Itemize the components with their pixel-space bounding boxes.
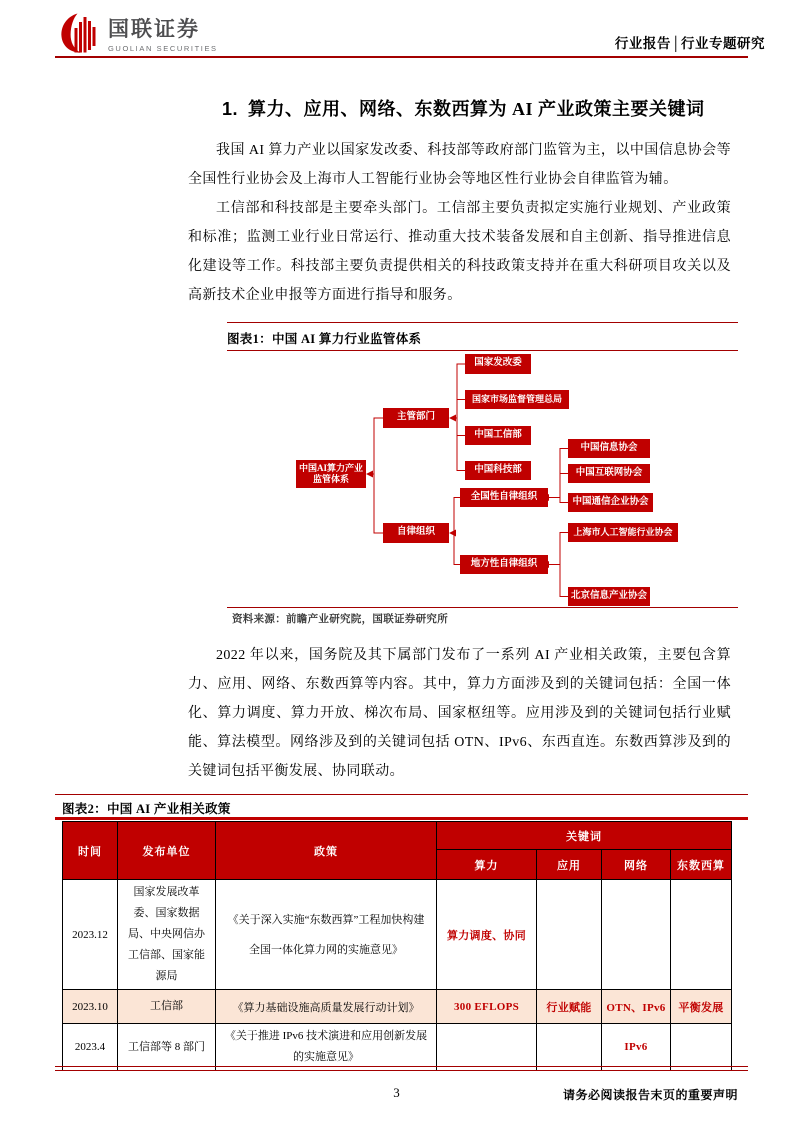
policy-table (62, 821, 732, 1071)
cell-policy: 《关于推进 IPv6 技术演进和应用创新发展的实施意见》 (216, 1024, 437, 1071)
col-header-org: 发布单位 (118, 822, 216, 880)
logo-cn-text: 国联证券 (108, 18, 200, 41)
header-rule (55, 56, 748, 58)
cell-keyword-east-west (671, 1024, 732, 1071)
col-header-keywords: 关键词 (437, 822, 732, 850)
node-dept-group: 主管部门 (383, 408, 449, 428)
cell-org: 工信部 (118, 990, 216, 1024)
node-ndrc: 国家发改委 (465, 354, 531, 374)
node-most: 中国科技部 (465, 461, 531, 480)
page-number: 3 (393, 1085, 400, 1100)
cell-keyword-application (537, 1024, 602, 1071)
col-header-application: 应用 (537, 850, 602, 880)
figure1-source: 资料来源：前瞻产业研究院，国联证券研究所 (232, 614, 448, 625)
node-ctea: 中国通信企业协会 (568, 493, 653, 512)
node-local-org: 地方性自律组织 (460, 555, 548, 574)
guolian-flame-logo-icon (60, 13, 100, 53)
footer-double-rule (55, 1066, 748, 1071)
regulation-org-chart (227, 352, 738, 607)
cell-time: 2023.4 (63, 1024, 118, 1071)
figure2-top-rule (55, 794, 748, 795)
report-type-label: 行业报告│行业专题研究 (614, 36, 765, 51)
figure2-title: 图表2：中国 AI 产业相关政策 (62, 802, 231, 816)
cell-keyword-power: 300 EFLOPS (437, 990, 537, 1024)
node-self-group: 自律组织 (383, 523, 449, 543)
section-title (222, 95, 737, 121)
footer-disclaimer: 请务必阅读报告末页的重要声明 (562, 1088, 738, 1102)
cell-keyword-network (602, 880, 671, 990)
node-miit: 中国工信部 (465, 426, 531, 445)
node-root: 中国AI算力产业监管体系 (296, 460, 366, 488)
node-samr: 国家市场监督管理总局 (465, 390, 569, 409)
paragraph-3: 2022 年以来，国务院及其下属部门发布了一系列 AI 产业相关政策，主要包含算力、应用、网络、东数西算等内容。其中，算力方面涉及到的关键词包括：全国一体化、算力调度、算力开放、梯次布局、国家枢纽等。应用涉及到的关键词包括行业赋能、算法模型。网络涉及到的关键词包括 OTN、IPv6、东西直连。东数西算涉及到的关键词包括平衡发展、协同联动。 (188, 648, 731, 779)
section-number: 1. (222, 99, 239, 119)
node-shanghai-ai: 上海市人工智能行业协会 (568, 523, 678, 542)
brand-logo (60, 13, 218, 53)
figure2-title-rule (55, 817, 748, 820)
node-beijing-info: 北京信息产业协会 (568, 587, 650, 606)
cell-keyword-power (437, 1024, 537, 1071)
section-title-text: 算力、应用、网络、东数西算为 AI 产业政策主要关键词 (248, 99, 705, 119)
node-national-org: 全国性自律组织 (460, 488, 548, 507)
col-header-time: 时间 (63, 822, 118, 880)
cell-org: 工信部等 8 部门 (118, 1024, 216, 1071)
cell-keyword-power: 算力调度、协同 (437, 880, 537, 990)
cell-time: 2023.12 (63, 880, 118, 990)
logo-en-text: GUOLIAN SECURITIES (108, 44, 218, 53)
figure1-top-rule (227, 322, 738, 323)
col-header-east-west: 东数西算 (671, 850, 732, 880)
figure1-bottom-rule (227, 607, 738, 608)
col-header-network: 网络 (602, 850, 671, 880)
paragraph-2: 工信部和科技部是主要牵头部门。工信部主要负责拟定实施行业规划、产业政策和标准；监测工业行业日常运行、推动重大技术装备发展和自主创新、指导推进信息化建设等工作。科技部主要负责提供相关的科技政策支持并在重大科研项目攻关以及高新技术企业申报等方面进行指导和服务。 (188, 201, 731, 303)
cell-time: 2023.10 (63, 990, 118, 1024)
cell-policy: 《关于深入实施“东数西算”工程加快构建全国一体化算力网的实施意见》 (216, 880, 437, 990)
cell-keyword-east-west: 平衡发展 (671, 990, 732, 1024)
figure1-title: 图表1：中国 AI 算力行业监管体系 (227, 332, 422, 346)
paragraph-1: 我国 AI 算力产业以国家发改委、科技部等政府部门监管为主，以中国信息协会等全国性行业协会及上海市人工智能行业协会等地区性行业协会自律监管为辅。 (188, 143, 731, 187)
cell-policy: 《算力基础设施高质量发展行动计划》 (216, 990, 437, 1024)
table-row-highlighted (63, 990, 732, 1024)
cell-keyword-east-west (671, 880, 732, 990)
cell-org: 国家发展改革委、国家数据局、中央网信办 工信部、国家能源局 (118, 880, 216, 990)
node-cia: 中国信息协会 (568, 439, 650, 458)
table-row (63, 1024, 732, 1071)
figure1-title-rule (227, 350, 738, 351)
node-isc: 中国互联网协会 (568, 464, 650, 483)
col-header-policy: 政策 (216, 822, 437, 880)
col-header-power: 算力 (437, 850, 537, 880)
cell-keyword-application: 行业赋能 (537, 990, 602, 1024)
cell-keyword-application (537, 880, 602, 990)
table-row (63, 880, 732, 990)
cell-keyword-network: OTN、IPv6 (602, 990, 671, 1024)
cell-keyword-network: IPv6 (602, 1024, 671, 1071)
